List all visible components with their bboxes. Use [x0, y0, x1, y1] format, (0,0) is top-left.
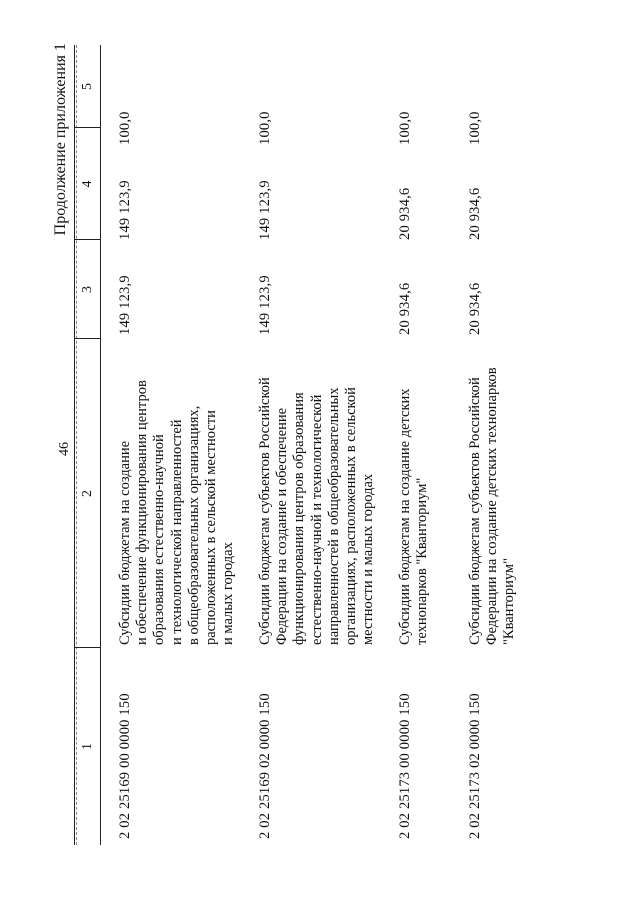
row-name-line: местности и малых городах — [360, 473, 377, 645]
row-name-line: функционирования центров образования — [291, 392, 308, 645]
column-header-2: 2 — [80, 490, 95, 497]
page-number: 46 — [57, 442, 72, 456]
row-col3-value: 149 123,9 — [257, 275, 273, 335]
column-header-3: 3 — [80, 286, 95, 293]
appendix-continuation-note: Продолжение приложения 1 — [52, 43, 69, 236]
row-name-line: Субсидии бюджетам на создание — [117, 440, 133, 645]
row-name-line: организациях, расположенных в сельской — [343, 387, 360, 645]
row-name-line: технопарков "Кванториум" — [414, 477, 431, 645]
row-code: 2 02 25169 00 0000 150 — [117, 693, 133, 839]
row-code: 2 02 25169 02 0000 150 — [257, 693, 273, 839]
row-col5-value: 100,0 — [257, 111, 273, 145]
column-header-4: 4 — [80, 180, 95, 188]
row-name-line: и малых городах — [220, 542, 237, 645]
row-name-line: Субсидии бюджетам субъектов Российской — [467, 377, 483, 645]
row-name-line: и технологической направленностей — [168, 419, 185, 645]
row-code: 2 02 25173 00 0000 150 — [397, 693, 413, 839]
row-col3-value: 20 934,6 — [397, 282, 413, 335]
row-col4-value: 149 123,9 — [257, 180, 273, 240]
row-name-line: Федерации на создание и обеспечение — [274, 407, 291, 645]
row-name-line: Субсидии бюджетам на создание детских — [397, 388, 413, 645]
column-header-5: 5 — [80, 83, 95, 90]
row-name-line: "Кванториум" — [501, 558, 518, 645]
row-col4-value: 20 934,6 — [397, 187, 413, 240]
row-name-line: Субсидии бюджетам субъектов Российской — [257, 377, 273, 645]
row-name-line: естественно-научной и технологической — [308, 394, 325, 645]
row-col4-value: 20 934,6 — [467, 187, 483, 240]
row-name-line: расположенных в сельской местности — [203, 410, 220, 645]
column-header-1: 1 — [80, 743, 95, 750]
row-col3-value: 20 934,6 — [467, 282, 483, 335]
row-name-line: образования естественно-научной — [151, 434, 168, 645]
row-name-line: направленностей в общеобразовательных — [325, 387, 342, 645]
row-name-line: Федерации на создание детских технопарков — [484, 367, 501, 645]
row-name — [117, 340, 237, 645]
row-code: 2 02 25173 02 0000 150 — [467, 693, 483, 839]
row-name-line: в общеобразовательных организациях, — [185, 405, 202, 645]
row-name — [397, 340, 431, 645]
header-bottom-rule — [100, 45, 101, 845]
row-name-line: и обеспечение функционирования центров — [134, 380, 151, 645]
row-col5-value: 100,0 — [467, 111, 483, 145]
row-col5-value: 100,0 — [397, 111, 413, 145]
table-top-rule — [74, 45, 75, 845]
row-col4-value: 149 123,9 — [117, 180, 133, 240]
row-col5-value: 100,0 — [117, 111, 133, 145]
row-name — [257, 340, 377, 645]
row-col3-value: 149 123,9 — [117, 275, 133, 335]
row-name — [467, 340, 519, 645]
table-top-dashed-rule — [76, 45, 77, 845]
